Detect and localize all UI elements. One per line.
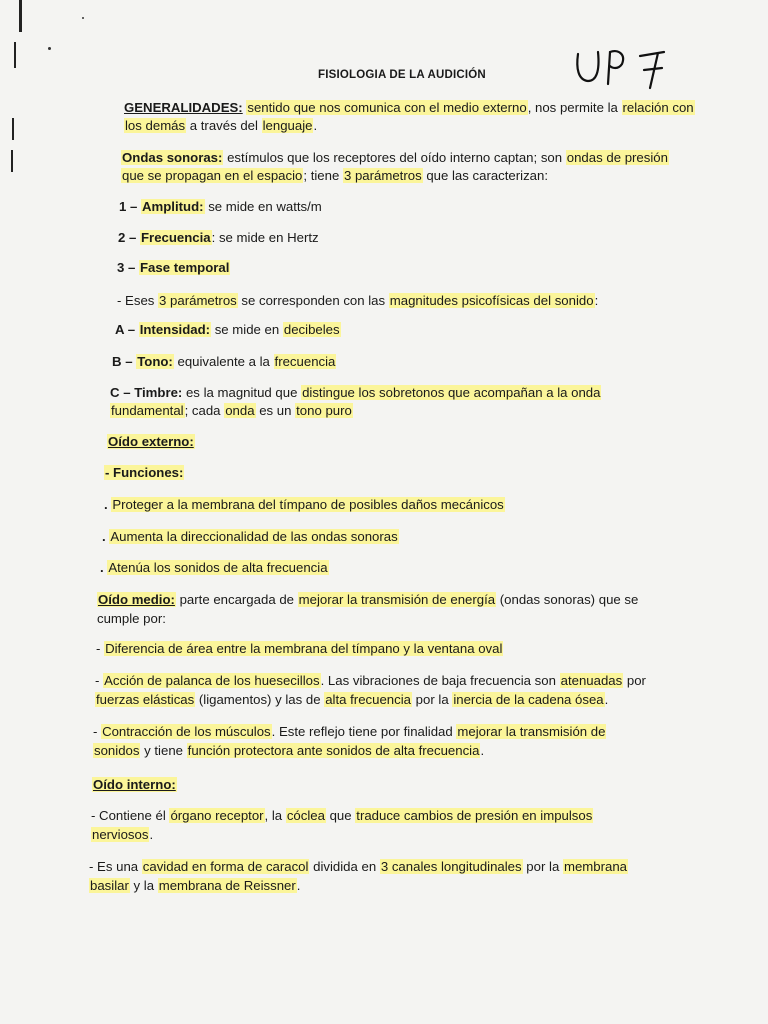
scan-margin-mark bbox=[14, 42, 16, 68]
medio-heading: Oído medio: bbox=[98, 592, 175, 607]
medio-d3-2: sonidos y tiene función protectora ante sonidos de alta frecuencia. bbox=[94, 743, 485, 758]
param-timbre-1: C – Timbre: es la magnitud que distingue los sobretonos que acompañan a la onda bbox=[110, 385, 601, 400]
param-fase: 3 – Fase temporal bbox=[117, 260, 230, 275]
scan-margin-mark bbox=[11, 150, 13, 172]
externo-funciones: - Funciones: bbox=[105, 465, 184, 480]
externo-f1: . Proteger a la membrana del tímpano de posibles daños mecánicos bbox=[104, 497, 504, 512]
interno-c1-2: nerviosos. bbox=[92, 827, 154, 842]
medio-line-1: Oído medio: parte encargada de mejorar la transmisión de energía (ondas sonoras) que se bbox=[98, 592, 639, 607]
interno-c2-1: - Es una cavidad en forma de caracol dividida en 3 canales longitudinales por la membrana bbox=[89, 859, 627, 874]
medio-d1: - Diferencia de área entre la membrana del tímpano y la ventana oval bbox=[96, 641, 503, 656]
ondas-line-1: Ondas sonoras: estímulos que los receptores del oído interno captan; son ondas de presión bbox=[122, 150, 668, 165]
ondas-line-2: que se propagan en el espacio; tiene 3 parámetros que las caracterizan: bbox=[122, 168, 549, 183]
scan-margin-mark bbox=[19, 0, 22, 32]
ondas-label: Ondas sonoras: bbox=[122, 150, 223, 165]
interno-c2-2: basilar y la membrana de Reissner. bbox=[90, 878, 301, 893]
externo-f2: . Aumenta la direccionalidad de las ondas sonoras bbox=[102, 529, 398, 544]
medio-d2-2: fuerzas elásticas (ligamentos) y las de alta frecuencia por la inercia de la cadena ósea. bbox=[96, 692, 609, 707]
param-frecuencia: 2 – Frecuencia: se mide en Hertz bbox=[118, 230, 319, 245]
scan-dot bbox=[82, 17, 84, 19]
generalidades-line-1: GENERALIDADES: sentido que nos comunica con el medio externo, nos permite la relación con bbox=[124, 100, 694, 115]
externo-f3: . Atenúa los sonidos de alta frecuencia bbox=[100, 560, 328, 575]
param-intensidad: A – Intensidad: se mide en decibeles bbox=[115, 322, 340, 337]
scan-dot bbox=[48, 47, 51, 50]
interno-heading: Oído interno: bbox=[93, 777, 176, 792]
param-tono: B – Tono: equivalente a la frecuencia bbox=[112, 354, 336, 369]
handwritten-up7-tag bbox=[570, 44, 670, 92]
medio-line-2: cumple por: bbox=[97, 611, 166, 626]
medio-d3-1: - Contracción de los músculos. Este reflejo tiene por finalidad mejorar la transmisión de bbox=[93, 724, 606, 739]
generalidades-label: GENERALIDADES: bbox=[124, 100, 243, 115]
externo-heading: Oído externo: bbox=[108, 434, 194, 449]
scan-margin-mark bbox=[12, 118, 14, 140]
medio-d2-1: - Acción de palanca de los huesecillos. Las vibraciones de baja frecuencia son atenuadas por bbox=[95, 673, 646, 688]
document-title: FISIOLOGIA DE LA AUDICIÓN bbox=[318, 69, 486, 81]
param-amplitud: 1 – Amplitud: se mide en watts/m bbox=[119, 199, 322, 214]
param-timbre-2: fundamental; cada onda es un tono puro bbox=[111, 403, 352, 418]
eses-line: - Eses 3 parámetros se corresponden con las magnitudes psicofísicas del sonido: bbox=[117, 293, 599, 308]
generalidades-line-2: los demás a través del lenguaje. bbox=[125, 118, 318, 133]
interno-c1-1: - Contiene él órgano receptor, la cóclea que traduce cambios de presión en impulsos bbox=[91, 808, 593, 823]
